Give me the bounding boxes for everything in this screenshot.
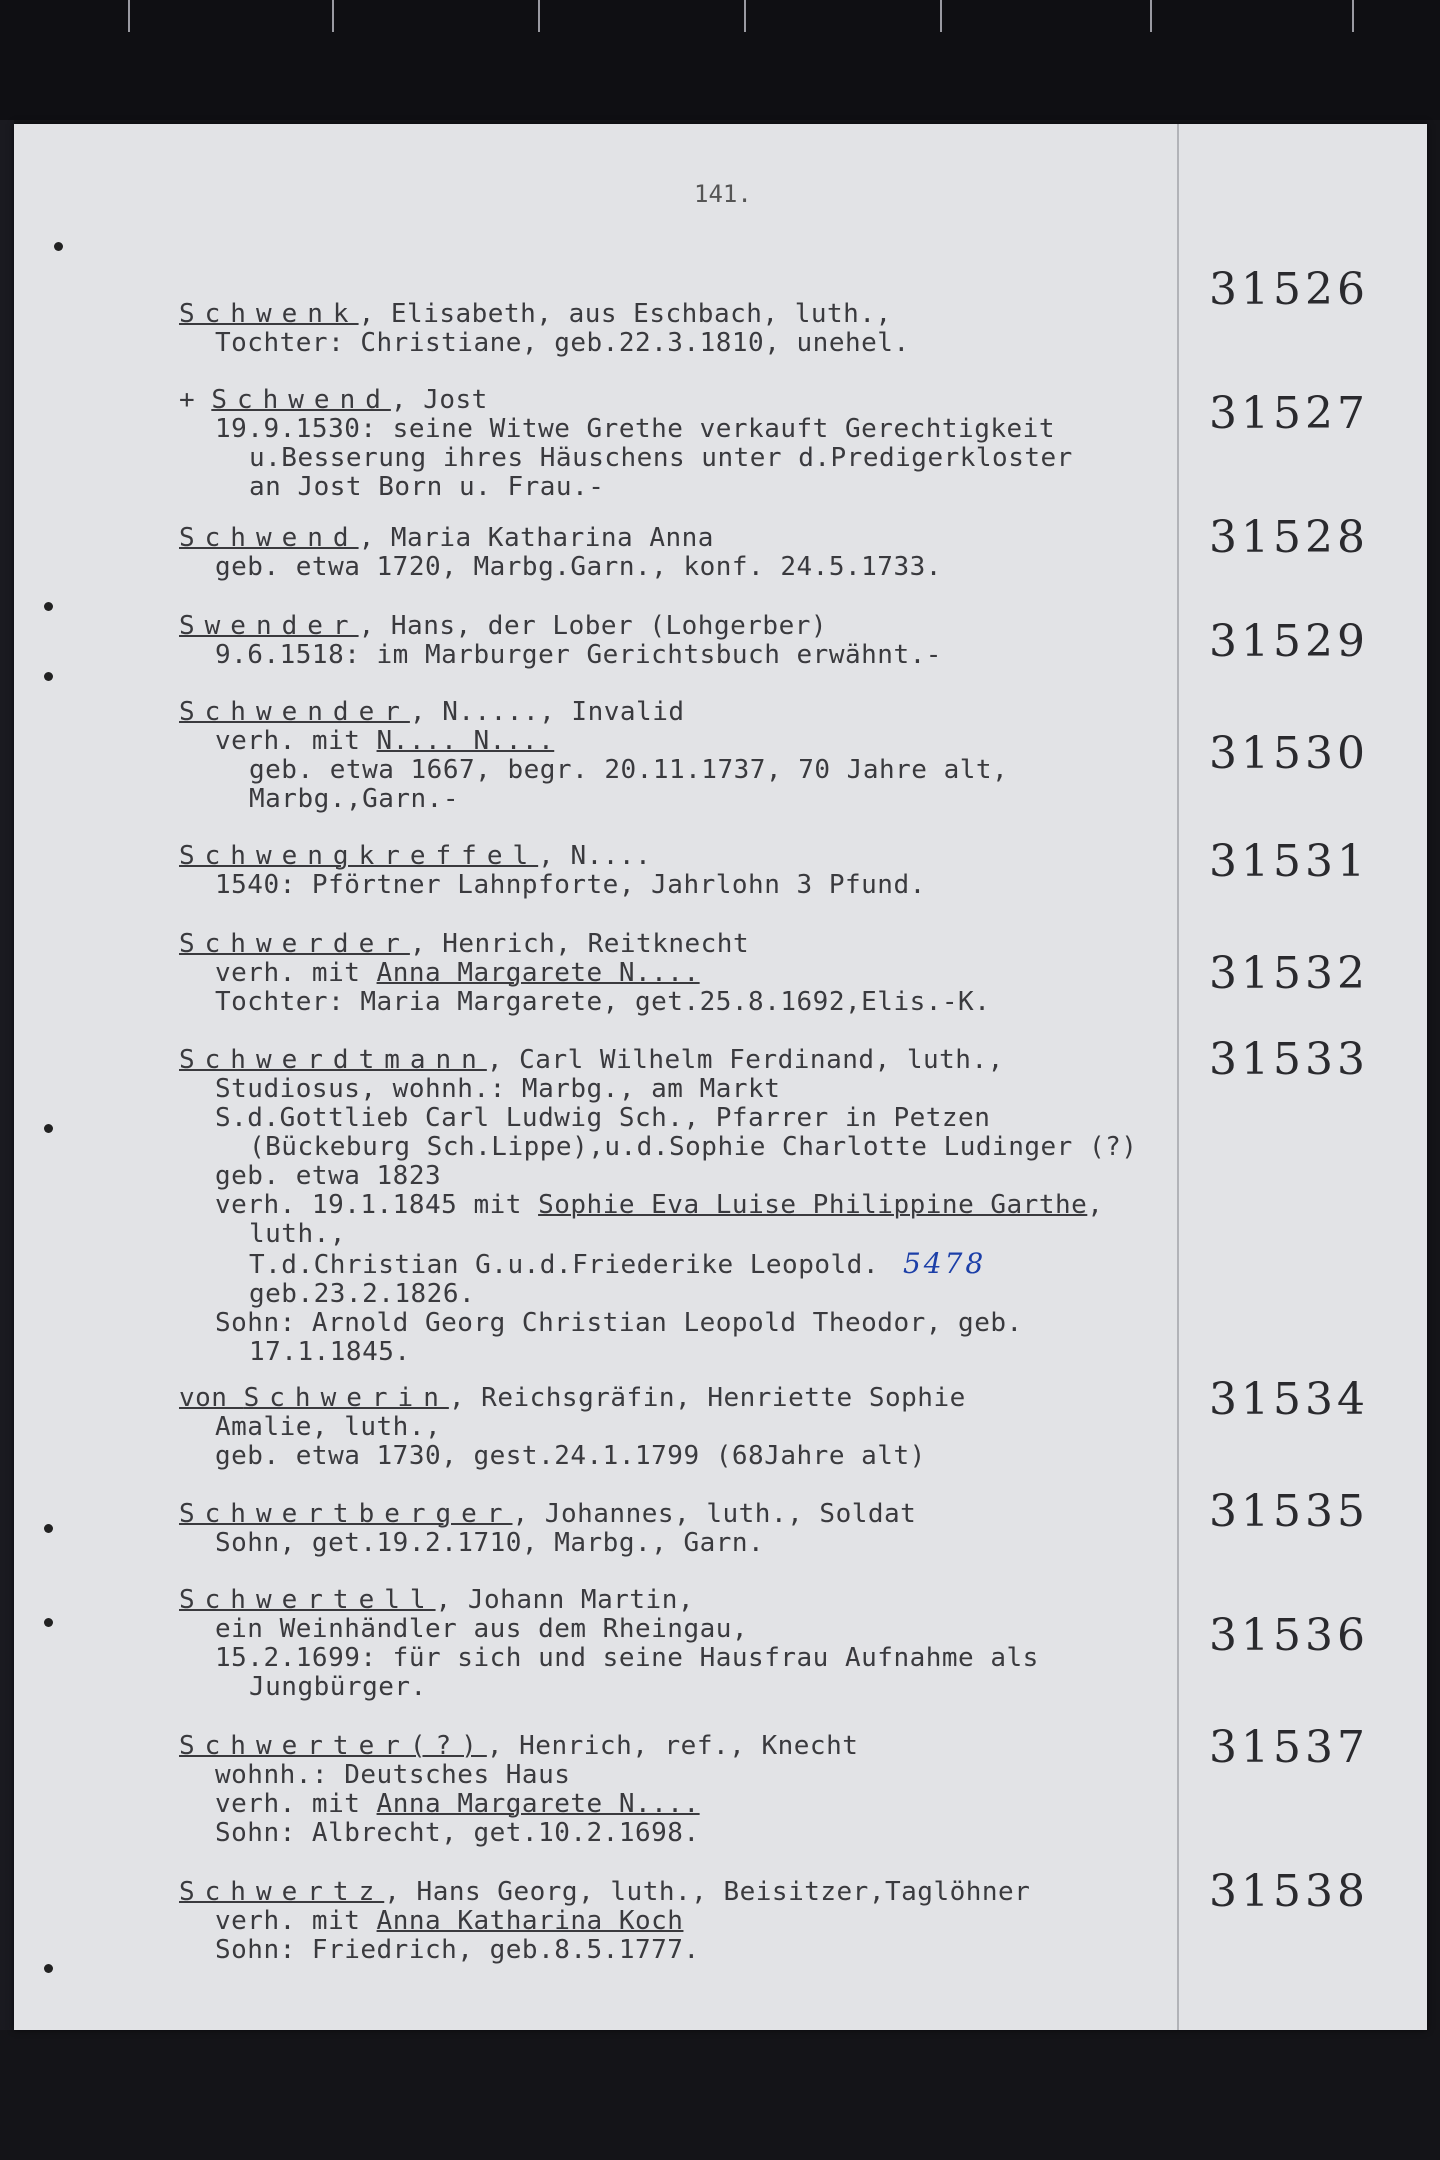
surname: Schwengkreffel: [179, 841, 539, 871]
film-tick: [538, 0, 540, 32]
record-entry: von Schwerin, Reichsgräfin, Henriette Sophie Amalie, luth., geb. etwa 1730, gest.24.1.1799 (68Jahre alt): [179, 1383, 966, 1471]
spouse-name: Anna Margarete N....: [376, 1789, 700, 1819]
record-entry: + Schwend, Jost 19.9.1530: seine Witwe Grethe verkauft Gerechtigkeit u.Besserung ihres Häuschens unter d.Predigerkloster an Jost Born u. Frau.-: [179, 385, 1073, 502]
punch-hole: [44, 672, 53, 681]
handwritten-note: 5478: [902, 1247, 987, 1280]
record-number: 31529: [1209, 616, 1369, 667]
record-entry: Schwerter(?), Henrich, ref., Knecht wohnh.: Deutsches Haus verh. mit Anna Margarete N.... Sohn: Albrecht, get.10.2.1698.: [179, 1731, 859, 1848]
punch-hole: [44, 1964, 53, 1973]
punch-hole: [44, 1124, 53, 1133]
film-strip-left: [0, 120, 14, 2030]
index-card-page: [14, 124, 1427, 2030]
surname: Schwerder: [179, 929, 410, 959]
spouse-name: N.... N....: [376, 726, 555, 756]
surname: Schwender: [179, 697, 410, 727]
punch-hole: [44, 602, 53, 611]
film-tick: [940, 0, 942, 32]
surname: Schwenk: [179, 299, 359, 329]
record-entry: Schwengkreffel, N.... 1540: Pförtner Lahnpforte, Jahrlohn 3 Pfund.: [179, 841, 926, 900]
record-entry: Schwerdtmann, Carl Wilhelm Ferdinand, luth., Studiosus, wohnh.: Marbg., am Markt S.d.Gottlieb Carl Ludwig Sch., Pfarrer in Petzen (Bückeburg Sch.Lippe),u.d.Sophie Charlotte Ludinger (?) geb. etwa 1823 verh. 19.1.1845 mit Sophie Eva Luise Philippine Garthe, luth., T.d.Christian G.u.d.Friederike Leopold. 5478 geb.23.2.1826. Sohn: Arnold Georg Christian Leopold Theodor, geb. 17.1.1845.: [179, 1045, 1138, 1367]
film-tick: [1150, 0, 1152, 32]
film-tick: [128, 0, 130, 32]
record-number: 31535: [1209, 1486, 1369, 1537]
surname: Schwend: [211, 385, 391, 415]
record-number: 31527: [1209, 388, 1369, 439]
surname: Schwerter(?): [179, 1731, 487, 1761]
record-entry: Schwertell, Johann Martin, ein Weinhändler aus dem Rheingau, 15.2.1699: für sich und seine Hausfrau Aufnahme als Jungbürger.: [179, 1585, 1039, 1702]
record-entry: Schwertz, Hans Georg, luth., Beisitzer,Taglöhner verh. mit Anna Katharina Koch Sohn: Friedrich, geb.8.5.1777.: [179, 1877, 1031, 1965]
record-number: 31538: [1209, 1866, 1369, 1917]
surname: Schwerin: [243, 1383, 449, 1413]
film-tick: [1352, 0, 1354, 32]
film-strip-top: [0, 0, 1440, 120]
surname: Schwerdtmann: [179, 1045, 487, 1075]
record-number: 31528: [1209, 512, 1369, 563]
record-number: 31534: [1209, 1374, 1369, 1425]
punch-hole: [44, 1524, 53, 1533]
surname: Schwertz: [179, 1877, 385, 1907]
record-number: 31532: [1209, 948, 1369, 999]
record-number: 31537: [1209, 1722, 1369, 1773]
spouse-name: Anna Katharina Koch: [376, 1906, 684, 1936]
film-tick: [744, 0, 746, 32]
spouse-name: Sophie Eva Luise Philippine Garthe: [538, 1190, 1088, 1220]
record-number: 31526: [1209, 264, 1369, 315]
surname: Schwend: [179, 523, 359, 553]
spouse-name: Anna Margarete N....: [376, 958, 700, 988]
surname: Schwertell: [179, 1585, 436, 1615]
punch-hole: [44, 1618, 53, 1627]
record-number: 31531: [1209, 836, 1369, 887]
record-number: 31533: [1209, 1034, 1369, 1085]
surname: Schwertberger: [179, 1499, 513, 1529]
record-entry: Schwenk, Elisabeth, aus Eschbach, luth., Tochter: Christiane, geb.22.3.1810, unehel.: [179, 299, 910, 358]
film-tick: [332, 0, 334, 32]
page-number: 141.: [694, 180, 752, 208]
surname: Swender: [179, 611, 359, 641]
record-entry: Schwend, Maria Katharina Anna geb. etwa 1720, Marbg.Garn., konf. 24.5.1733.: [179, 523, 942, 582]
record-number: 31536: [1209, 1610, 1369, 1661]
record-entry: Schwertberger, Johannes, luth., Soldat Sohn, get.19.2.1710, Marbg., Garn.: [179, 1499, 917, 1558]
record-entry: Swender, Hans, der Lober (Lohgerber) 9.6.1518: im Marburger Gerichtsbuch erwähnt.-: [179, 611, 942, 670]
punch-hole: [54, 242, 63, 251]
record-entry: Schwerder, Henrich, Reitknecht verh. mit Anna Margarete N.... Tochter: Maria Margarete, get.25.8.1692,Elis.-K.: [179, 929, 991, 1017]
record-entry: Schwender, N....., Invalid verh. mit N.... N.... geb. etwa 1667, begr. 20.11.1737, 70 Jahre alt, Marbg.,Garn.-: [179, 697, 1009, 814]
record-number: 31530: [1209, 728, 1369, 779]
